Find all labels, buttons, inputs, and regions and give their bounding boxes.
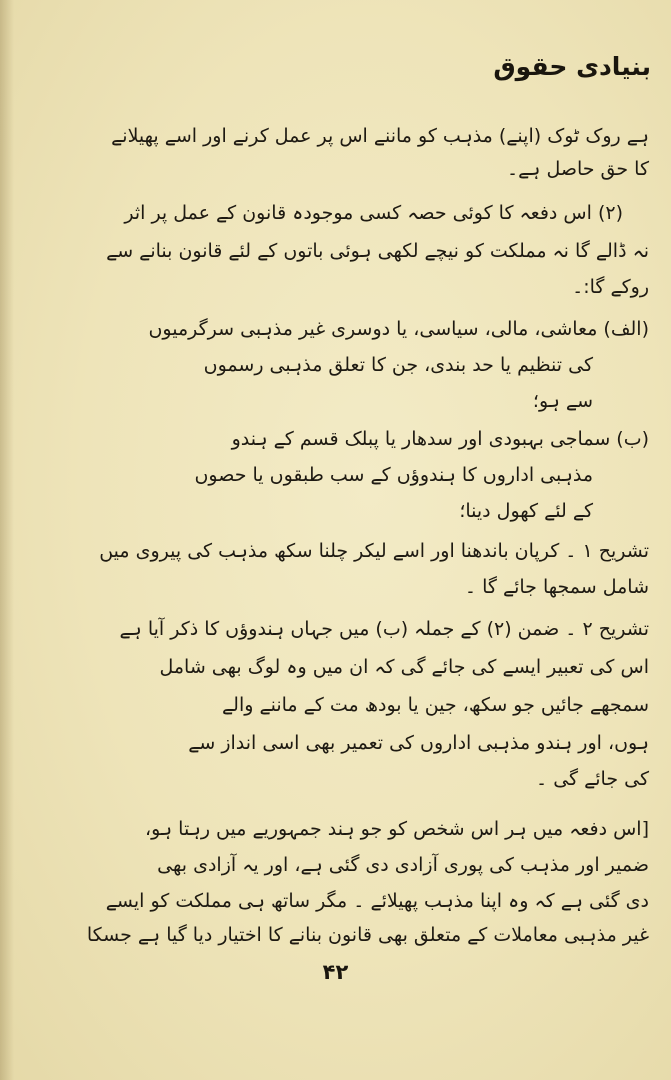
body-line: ضمیر اور مذہب کی پوری آزادی دی گئی ہے، اور یہ آزادی بھی (157, 854, 649, 876)
page-number: ۴۲ (322, 960, 349, 984)
body-line: اس کی تعبیر ایسے کی جائے گی کہ ان میں وہ لوگ بھی شامل (159, 656, 649, 678)
body-line: ہوں، اور ہندو مذہبی اداروں کی تعمیر بھی اسی انداز سے (188, 732, 649, 754)
body-line: (ب) سماجی بہبودی اور سدھار یا پبلک قسم کے ہندو (231, 428, 649, 450)
body-line: کے لئے کھول دینا؛ (459, 500, 593, 522)
body-line: (الف) معاشی، مالی، سیاسی، یا دوسری غیر مذہبی سرگرمیوں (148, 318, 649, 340)
page-edge-shadow (0, 0, 14, 1080)
body-line: مذہبی اداروں کا ہندوؤں کے سب طبقوں یا حصوں (194, 464, 593, 486)
body-line: سے ہو؛ (532, 390, 593, 412)
page-header-title: بنیادی حقوق (493, 52, 651, 81)
body-line: تشریح ۲ ۔ ضمن (۲) کے جملہ (ب) میں جہاں ہندوؤں کا ذکر آیا ہے (119, 618, 649, 640)
body-line: ہے روک ٹوک (اپنے) مذہب کو ماننے اس پر عمل کرنے اور اسے پھیلانے (111, 125, 649, 147)
body-line: نہ ڈالے گا نہ مملکت کو نیچے لکھی ہوئی باتوں کے لئے قانون بنانے سے (106, 240, 649, 262)
body-line: غیر مذہبی معاملات کے متعلق بھی قانون بنانے کا اختیار دیا گیا ہے جسکا (86, 924, 649, 946)
body-line: کی تنظیم یا حد بندی، جن کا تعلق مذہبی رسموں (203, 354, 593, 376)
body-line: کی جائے گی ۔ (536, 768, 649, 790)
body-line: تشریح ۱ ۔ کرپان باندھنا اور اسے لیکر چلنا سکھ مذہب کی پیروی میں (99, 540, 649, 562)
body-line: کا حق حاصل ہے۔ (507, 158, 649, 180)
body-line: (۲) اس دفعہ کا کوئی حصہ کسی موجودہ قانون کے عمل پر اثر (124, 202, 623, 224)
body-line: روکے گا:۔ (572, 276, 649, 298)
body-line: شامل سمجھا جائے گا ۔ (464, 576, 649, 598)
body-line: دی گئی ہے کہ وہ اپنا مذہب پھیلائے ۔ مگر ساتھ ہی مملکت کو ایسے (105, 890, 649, 912)
body-line: [اس دفعہ میں ہر اس شخص کو جو ہند جمہوریے میں رہتا ہو، (145, 818, 649, 840)
body-line: سمجھے جائیں جو سکھ، جین یا بودھ مت کے ماننے والے (222, 694, 649, 716)
